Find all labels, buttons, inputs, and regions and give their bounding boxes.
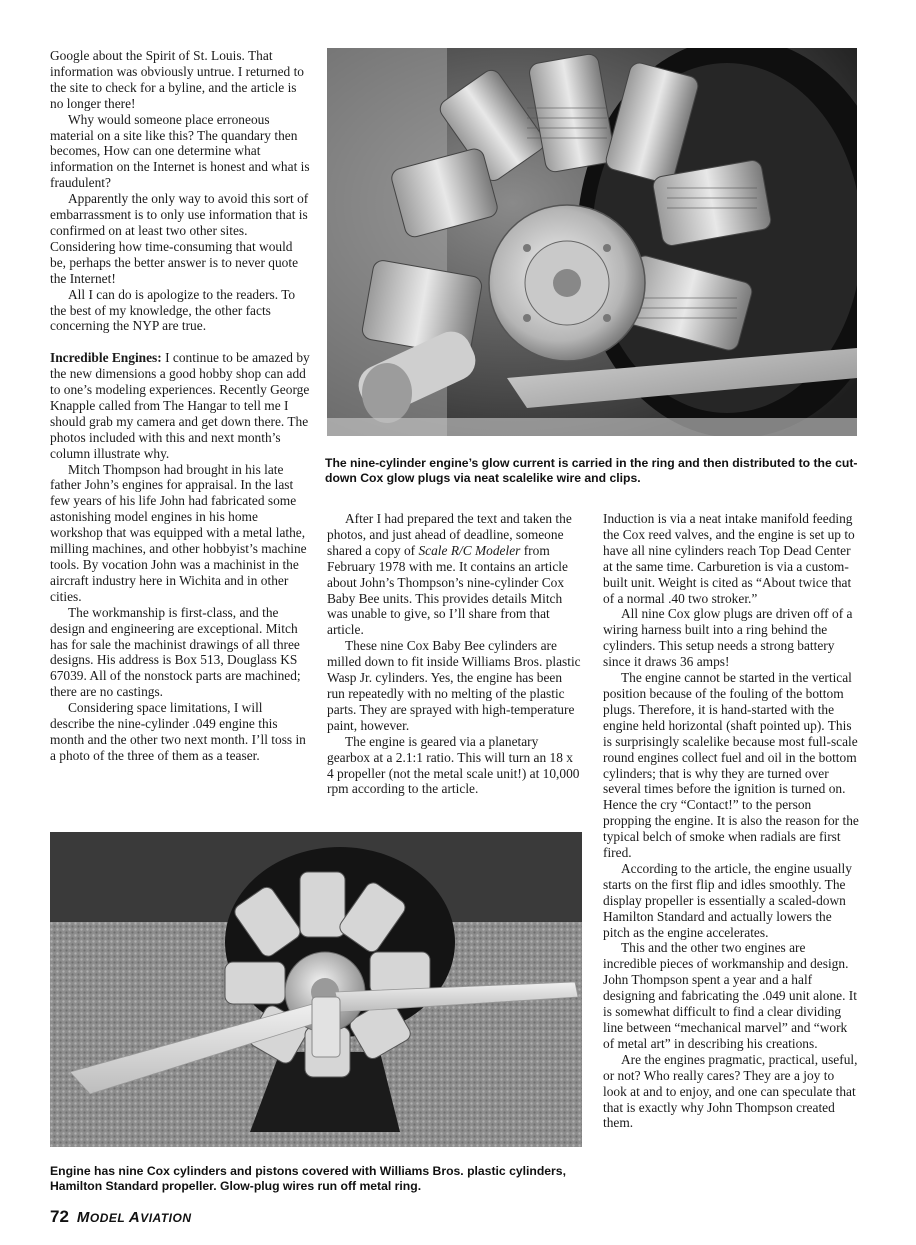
section-heading: Incredible Engines:	[50, 350, 162, 366]
text-run: After I had prepared the text and taken the photos, and just ahead of deadline, someone shared a copy of	[327, 511, 572, 558]
paragraph: Induction is via a neat intake manifold feeding the Cox reed valves, and the engine is set up to have all nine cylinders reach Top Dead Center at the same time. Carburetion is via a custom-built unit. Weight is cited as “About twice that of a normal .40 two stroker.”	[603, 511, 855, 606]
paragraph: Apparently the only way to avoid this sort of embarrassment is to only use information that is confirmed on at least two other sites. Considering how time-consuming that would be, perhaps the better answer is to never quote the Internet!	[50, 191, 309, 286]
paragraph: The engine is geared via a planetary gearbox at a 2.1:1 ratio. This will turn an 18 x 4 propeller (not the metal scale unit!) at 10,000 rpm according to the article.	[327, 733, 580, 797]
photo-caption-top: The nine-cylinder engine’s glow current is carried in the ring and then distributed to the cut-down Cox glow plugs via neat scalelike wire and clips.	[325, 456, 858, 485]
paragraph	[327, 511, 582, 638]
text-column-middle	[327, 511, 582, 797]
section-intro: I continue to be amazed by the new dimensions a good hobby shop can add to one’s modeling experiences. Recently George Knapple called from The Hangar to tell me I should grab my camera and get down there. The photos included with this and next month’s column illustrate why.	[50, 350, 310, 461]
section-paragraph	[50, 350, 310, 461]
paragraph: All nine Cox glow plugs are driven off of a wiring harness built into a ring behind the cylinders. This setup needs a strong battery since it draws 36 amps!	[603, 606, 853, 670]
paragraph: This and the other two engines are incredible pieces of workmanship and design. John Thompson spent a year and a half designing and fabricating the .049 unit alone. It is somewhat difficult to find a clear dividing line between “mechanical marvel” and “work of metal art” in describing his creations.	[603, 940, 857, 1051]
engine-propeller-photo	[50, 832, 582, 1147]
text-run: ODEL	[89, 1211, 129, 1225]
text-run: from February 1978 with me. It contains an article about John’s Thompson’s nine-cylinder Cox Baby Bee units. This provides details Mitch was unable to give, so I’ll share from that article.	[327, 542, 568, 638]
paragraph: These nine Cox Baby Bee cylinders are milled down to fit inside Williams Bros. plastic Wasp Jr. cylinders. Yes, the engine has been run repeatedly with no melting of the plastic parts. They are sprayed with high-temperature paint, however.	[327, 638, 581, 733]
text-column-left	[50, 48, 310, 764]
paragraph: Considering space limitations, I will describe the nine-cylinder .049 engine this month and the other two next month. I’ll toss in a photo of the three of them as a teaser.	[50, 700, 306, 763]
engine-closeup-photo	[327, 48, 857, 436]
paragraph: The engine cannot be started in the vertical position because of the fouling of the bottom plugs. Therefore, it is hand-started with the engine held horizontal (shaft pointed up). This is surprisingly scalelike because most full-scale round engines collect fuel and oil in the bottom cylinders; that is why they are turned over several times before the ignition is turned on. Hence the cry “Contact!” to the person propping the engine. It is also the reason for the typical belch of smoke when radials are first fired.	[603, 670, 859, 861]
paragraph: Google about the Spirit of St. Louis. That information was obviously untrue. I returned to the site to check for a byline, and the article is no longer there!	[50, 48, 304, 111]
page-footer	[50, 1207, 192, 1227]
paragraph: All I can do is apologize to the readers. To the best of my knowledge, the other facts concerning the NYP are true.	[50, 286, 296, 334]
magazine-title: Scale R/C Modeler	[418, 542, 521, 558]
paragraph: The workmanship is first-class, and the design and engineering are exceptional. Mitch has for sale the machinist drawings of all three designs. His address is Box 513, Douglass KS 67039. All of the nonstock parts are machined; there are no castings.	[50, 604, 301, 700]
paragraph: Why would someone place erroneous material on a site like this? The quandary then becomes, How can one determine what information on the Internet is honest and what is fraudulent?	[50, 111, 310, 191]
paragraph: Are the engines pragmatic, practical, useful, or not? Who really cares? They are a joy to look at and to enjoy, and one can speculate that that is exactly why John Thompson created them.	[603, 1051, 858, 1131]
photo-caption-bottom: Engine has nine Cox cylinders and pistons covered with Williams Bros. plastic cylinders, Hamilton Standard propeller. Glow-plug wires run off metal ring.	[50, 1164, 566, 1193]
page-number: 72	[50, 1207, 69, 1226]
paragraph: Mitch Thompson had brought in his late father John’s engines for appraisal. In the last few years of his life John had fabricated some astonishing model engines in his home workshop that was equipped with a metal lathe, milling machines, and other hobbyist’s machine tools. By vocation John was a machinist in the aircraft industry here in Wichita and in other cities.	[50, 461, 307, 604]
text-run: VIATION	[140, 1211, 192, 1225]
magazine-name	[77, 1209, 192, 1226]
text-column-right	[603, 511, 861, 1131]
text-run: M	[76, 1209, 90, 1226]
paragraph: According to the article, the engine usually starts on the first flip and idles smoothly. The display propeller is essentially a scaled-down Hamilton Standard and actually lowers the pitch as the engine accelerates.	[603, 860, 852, 940]
text-run: A	[128, 1209, 141, 1226]
